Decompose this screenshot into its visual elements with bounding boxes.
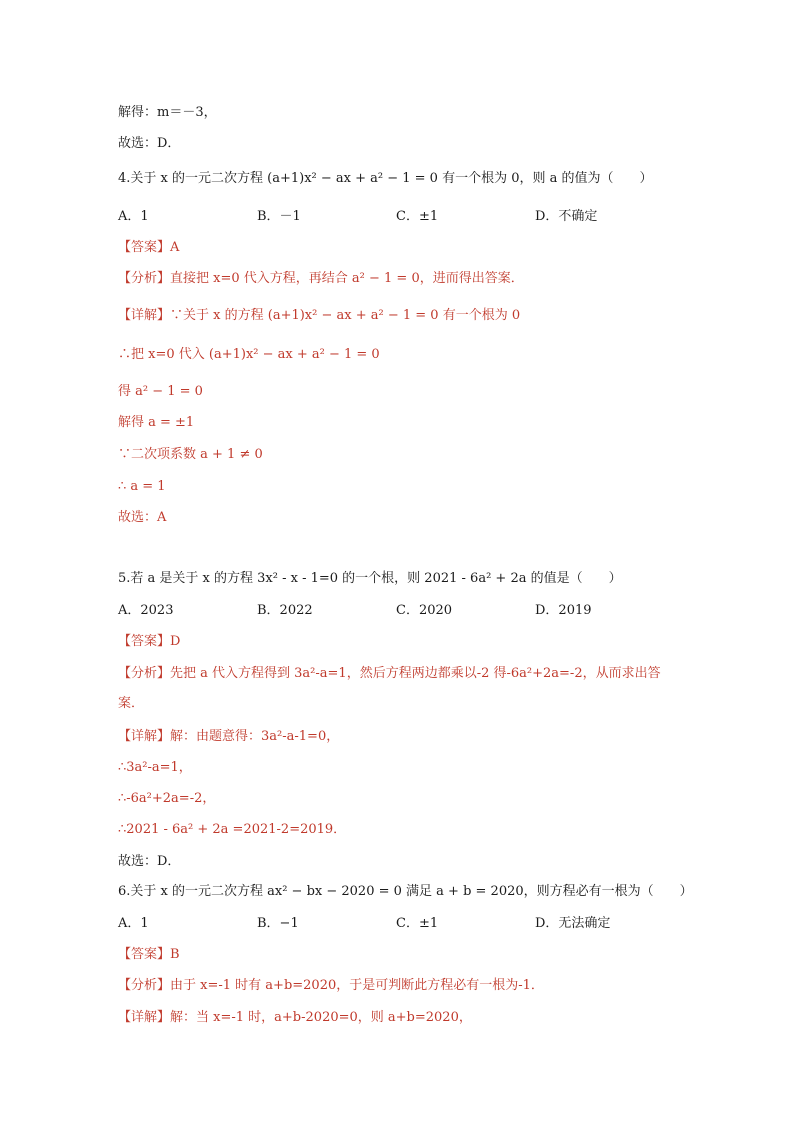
detail-tag: 【详解】	[118, 1010, 171, 1025]
q4-step-4: ∵二次项系数 a + 1 ≠ 0	[118, 447, 263, 462]
q4-step-5: ∴ a = 1	[118, 479, 166, 494]
analysis-text: 直接把 x=0 代入方程，再结合 a² − 1 = 0，进而得出答案．	[170, 271, 524, 286]
q6-option-a: A．1	[118, 916, 149, 931]
q5-option-c: C．2020	[396, 603, 453, 618]
q5-option-a: A．2023	[118, 603, 174, 618]
answer-tag: 【答案】	[118, 240, 171, 255]
detail-text: 解：由题意得：3a²-a-1=0，	[170, 729, 340, 744]
question-4: 4.关于 x 的一元二次方程 (a+1)x² − ax + a² − 1 = 0 有一个根为 0，则 a 的值为（ ）	[118, 171, 653, 186]
q5-analysis-cont: 案．	[118, 696, 145, 711]
analysis-text: 先把 a 代入方程得到 3a²-a=1，然后方程两边都乘以-2 得-6a²+2a=-2，从而求出答	[170, 666, 661, 681]
q5-option-b: B．2022	[257, 603, 313, 618]
q5-step-2: ∴-6a²+2a=-2，	[118, 791, 216, 806]
q4-step-6: 故选：A	[118, 510, 167, 525]
answer-tag: 【答案】	[118, 634, 171, 649]
analysis-text: 由于 x=-1 时有 a+b=2020，于是可判断此方程必有一根为-1．	[170, 978, 544, 993]
answer-value: A	[170, 240, 180, 255]
q4-analysis	[118, 270, 524, 288]
detail-text: ∵关于 x 的方程 (a+1)x² − ax + a² − 1 = 0 有一个根为 0	[170, 308, 521, 323]
q4-step-2: 得 a² − 1 = 0	[118, 384, 203, 399]
q5-detail	[118, 728, 339, 746]
q5-option-d: D．2019	[535, 603, 592, 618]
q6-analysis	[118, 977, 544, 995]
q5-analysis	[118, 665, 661, 683]
q4-option-c: C．±1	[396, 209, 439, 224]
analysis-tag: 【分析】	[118, 271, 171, 286]
q4-step-1: ∴把 x=0 代入 (a+1)x² − ax + a² − 1 = 0	[118, 347, 380, 362]
analysis-tag: 【分析】	[118, 978, 171, 993]
choice-line: 故选：D．	[118, 136, 181, 151]
analysis-tag: 【分析】	[118, 666, 171, 681]
question-6: 6.关于 x 的一元二次方程 ax² − bx − 2020 = 0 满足 a + b = 2020，则方程必有一根为（ ）	[118, 884, 693, 899]
q4-answer	[118, 239, 179, 257]
detail-text: 解：当 x=-1 时，a+b-2020=0，则 a+b=2020，	[170, 1010, 472, 1025]
q4-option-d: D．不确定	[535, 209, 598, 224]
detail-tag: 【详解】	[118, 729, 171, 744]
q4-step-3: 解得 a = ±1	[118, 415, 195, 430]
answer-value: D	[170, 634, 181, 649]
solution-line: 解得：m＝－3，	[118, 105, 217, 120]
q6-option-c: C．±1	[396, 916, 439, 931]
answer-value: B	[170, 947, 180, 962]
q6-detail	[118, 1009, 472, 1027]
answer-tag: 【答案】	[118, 947, 171, 962]
q5-answer	[118, 633, 180, 651]
q4-option-b: B．－1	[257, 209, 301, 224]
question-5: 5.若 a 是关于 x 的方程 3x² - x - 1=0 的一个根，则 2021 - 6a² + 2a 的值是（ ）	[118, 571, 622, 586]
detail-tag: 【详解】	[118, 308, 171, 323]
q5-step-3: ∴2021 - 6a² + 2a =2021-2=2019．	[118, 822, 347, 837]
q5-step-1: ∴3a²-a=1，	[118, 760, 192, 775]
q4-detail	[118, 307, 520, 325]
q5-step-4: 故选：D．	[118, 854, 181, 869]
q4-option-a: A．1	[118, 209, 149, 224]
q6-option-b: B．−1	[257, 916, 299, 931]
q6-option-d: D．无法确定	[535, 916, 611, 931]
q6-answer	[118, 946, 180, 964]
